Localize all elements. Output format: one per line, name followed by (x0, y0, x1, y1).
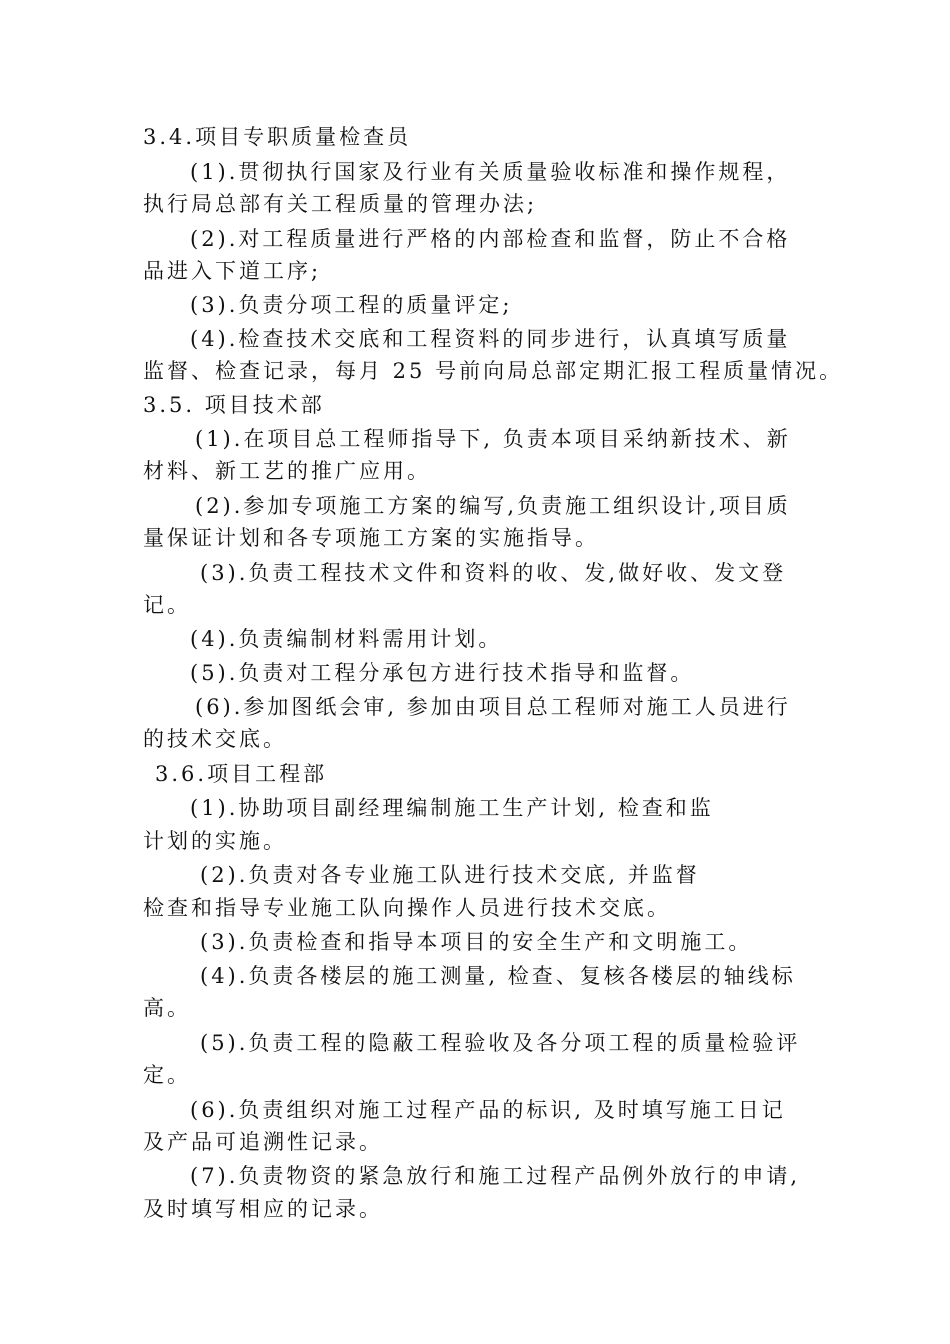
paragraph-line: (3).负责工程技术文件和资料的收、发,做好收、发文登 (200, 561, 787, 585)
paragraph-line: (3).负责分项工程的质量评定; (190, 293, 513, 317)
paragraph-line: (1).在项目总工程师指导下, 负责本项目采纳新技术、新 (195, 427, 791, 451)
paragraph-line: 及时填写相应的记录。 (143, 1197, 383, 1221)
paragraph-line: 执行局总部有关工程质量的管理办法; (143, 192, 538, 216)
paragraph-line: 定。 (143, 1063, 191, 1087)
section-heading-3-4: 3.4.项目专职质量检查员 (143, 125, 412, 149)
paragraph-line: 品进入下道工序; (143, 259, 322, 283)
paragraph-line: (1).协助项目副经理编制施工生产计划, 检查和监 (190, 796, 714, 820)
paragraph-line: 计划的实施。 (143, 829, 287, 853)
paragraph-line: 及产品可追溯性记录。 (143, 1130, 383, 1154)
paragraph-line: (4).检查技术交底和工程资料的同步进行，认真填写质量 (190, 327, 791, 351)
paragraph-line: (6).负责组织对施工过程产品的标识, 及时填写施工日记 (190, 1098, 786, 1122)
paragraph-line: (7).负责物资的紧急放行和施工过程产品例外放行的申请, (190, 1164, 801, 1188)
paragraph-line: (6).参加图纸会审, 参加由项目总工程师对施工人员进行 (195, 695, 791, 719)
paragraph-line: 监督、检查记录，每月 25 号前向局总部定期汇报工程质量情况。 (143, 359, 844, 383)
paragraph-line: (1).贯彻执行国家及行业有关质量验收标准和操作规程， (190, 160, 791, 184)
paragraph-line: (4).负责编制材料需用计划。 (190, 627, 503, 651)
paragraph-line: 材料、新工艺的推广应用。 (143, 459, 431, 483)
paragraph-line: (4).负责各楼层的施工测量, 检查、复核各楼层的轴线标 (200, 964, 796, 988)
paragraph-line: 记。 (143, 593, 191, 617)
section-heading-3-6: 3.6.项目工程部 (155, 762, 328, 786)
paragraph-line: (2).参加专项施工方案的编写,负责施工组织设计,项目质 (195, 494, 791, 518)
paragraph-line: 检查和指导专业施工队向操作人员进行技术交底。 (143, 896, 671, 920)
section-heading-3-5: 3.5. 项目技术部 (143, 393, 325, 417)
paragraph-line: 高。 (143, 996, 191, 1020)
paragraph-line: (5).负责工程的隐蔽工程验收及各分项工程的质量检验评 (200, 1031, 801, 1055)
paragraph-line: (5).负责对工程分承包方进行技术指导和监督。 (190, 661, 695, 685)
paragraph-line: (2).对工程质量进行严格的内部检查和监督，防止不合格 (190, 227, 791, 251)
paragraph-line: (3).负责检查和指导本项目的安全生产和文明施工。 (200, 930, 753, 954)
paragraph-line: 的技术交底。 (143, 727, 287, 751)
paragraph-line: 量保证计划和各专项施工方案的实施指导。 (143, 526, 599, 550)
paragraph-line: (2).负责对各专业施工队进行技术交底, 并监督 (200, 863, 700, 887)
